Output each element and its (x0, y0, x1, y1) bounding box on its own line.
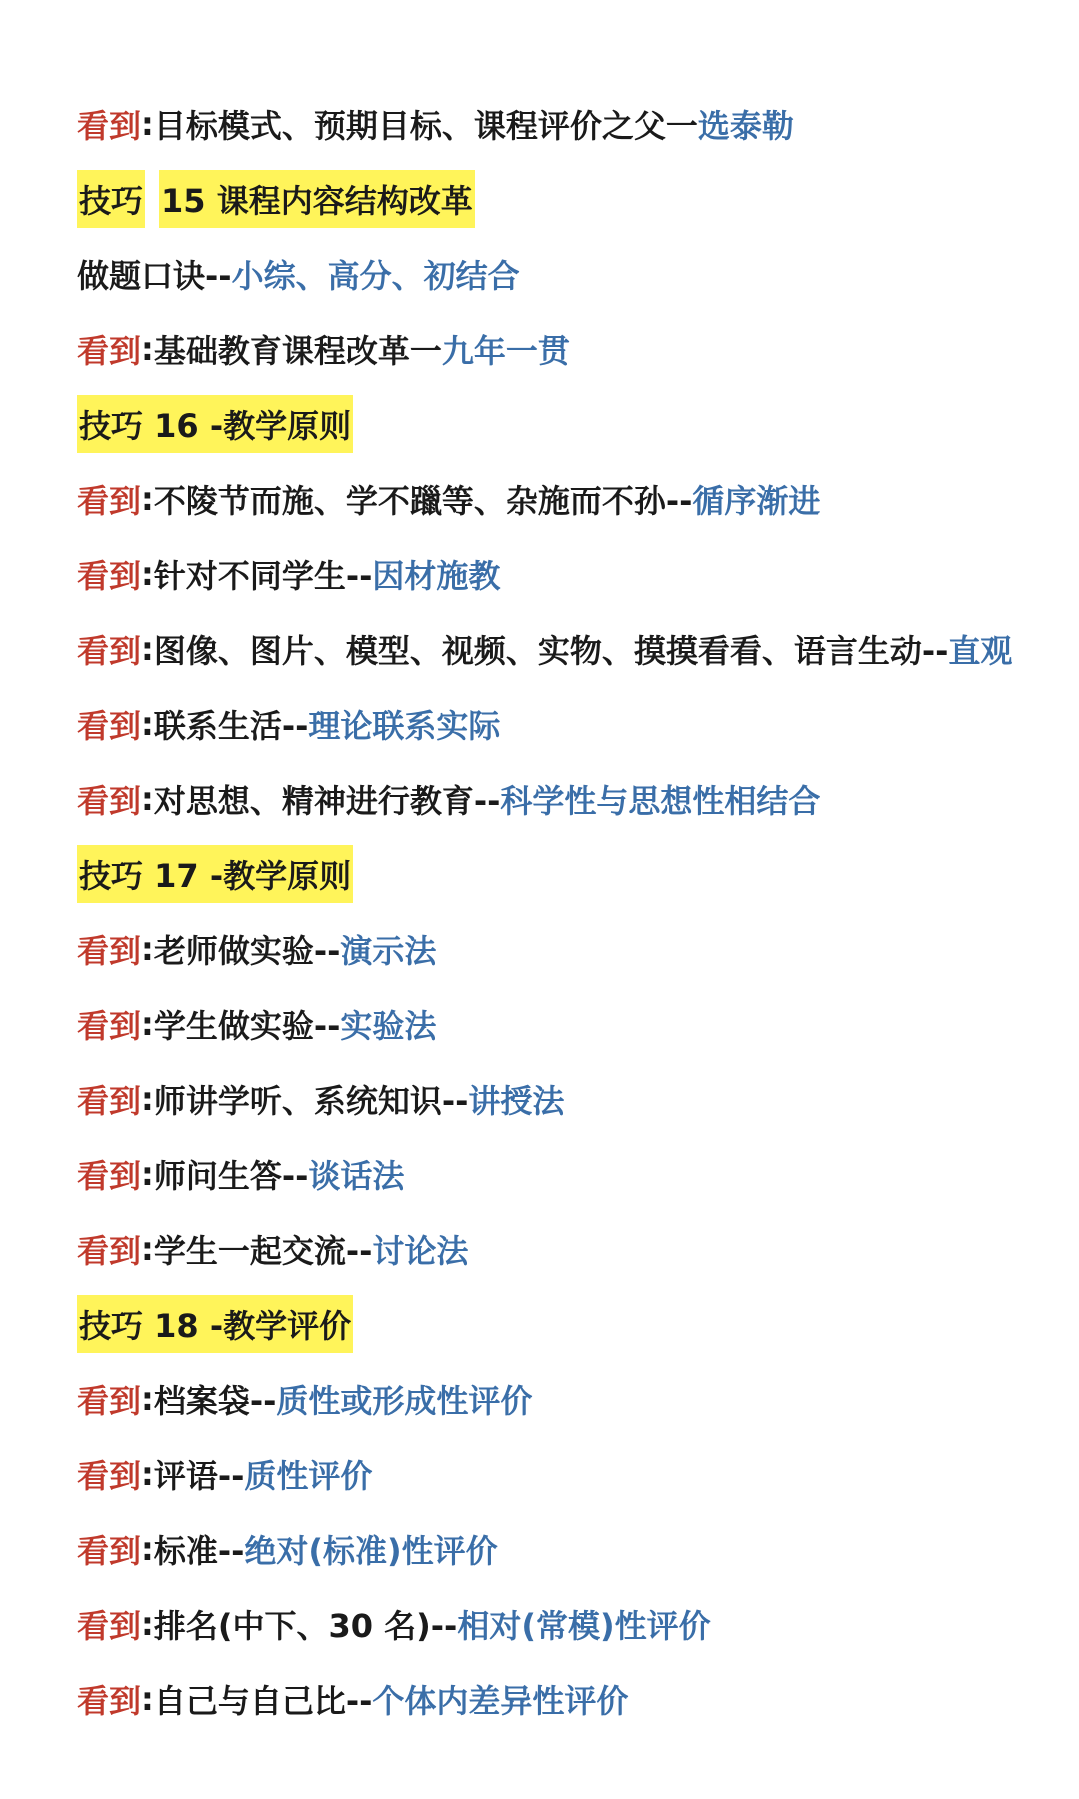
separator: : (141, 1604, 154, 1643)
cue-text: 老师做实验-- (153, 931, 341, 970)
cue-text: 对思想、精神进行教育-- (153, 781, 501, 820)
line-22 (77, 1661, 1057, 1736)
answer-text: 理论联系实际 (308, 706, 501, 745)
heading-text: 技巧 17 -教学原则 (77, 845, 353, 903)
answer-text: 科学性与思想性相结合 (500, 781, 821, 820)
line-4 (77, 311, 1057, 386)
line-11-heading (77, 836, 1057, 911)
heading-part-a: 技巧 (77, 170, 145, 228)
line-6 (77, 461, 1057, 536)
line-15 (77, 1136, 1057, 1211)
line-8 (77, 611, 1057, 686)
line-21 (77, 1586, 1057, 1661)
heading-text: 技巧 18 -教学评价 (77, 1295, 353, 1353)
cue-text: 联系生活-- (153, 706, 309, 745)
keyword-see: 看到 (77, 1006, 142, 1045)
keyword-see: 看到 (77, 1531, 142, 1570)
line-3 (77, 236, 1057, 311)
answer-text: 讲授法 (468, 1081, 565, 1120)
cue-text: 自己与自己比-- (153, 1681, 373, 1720)
keyword-see: 看到 (77, 706, 142, 745)
keyword-see: 看到 (77, 556, 142, 595)
line-7 (77, 536, 1057, 611)
line-20 (77, 1511, 1057, 1586)
separator: : (141, 629, 154, 668)
keyword-see: 看到 (77, 1606, 142, 1645)
cue-text: 档案袋-- (153, 1381, 277, 1420)
answer-text: 讨论法 (372, 1231, 469, 1270)
separator: : (141, 1454, 154, 1493)
line-10 (77, 761, 1057, 836)
separator: : (141, 1079, 154, 1118)
separator: : (141, 104, 154, 143)
answer-text: 小综、高分、初结合 (231, 256, 520, 295)
cue-text: 学生做实验-- (153, 1006, 341, 1045)
answer-text: 个体内差异性评价 (372, 1681, 629, 1720)
cue-text: 做题口诀-- (77, 256, 232, 295)
cue-text: 针对不同学生-- (153, 556, 373, 595)
answer-text: 实验法 (340, 1006, 437, 1045)
document-body (77, 86, 1057, 1736)
line-17-heading (77, 1286, 1057, 1361)
answer-text: 直观 (948, 631, 1013, 670)
keyword-see: 看到 (77, 106, 142, 145)
answer-text: 因材施教 (372, 556, 501, 595)
line-9 (77, 686, 1057, 761)
cue-text: 学生一起交流-- (153, 1231, 373, 1270)
answer-text: 质性评价 (244, 1456, 373, 1495)
separator: : (141, 704, 154, 743)
keyword-see: 看到 (77, 331, 142, 370)
keyword-see: 看到 (77, 1081, 142, 1120)
cue-text: 图像、图片、模型、视频、实物、摸摸看看、语言生动-- (153, 631, 949, 670)
separator: : (141, 1379, 154, 1418)
answer-text: 循序渐进 (692, 481, 821, 520)
answer-text: 谈话法 (308, 1156, 405, 1195)
cue-text: 评语-- (153, 1456, 245, 1495)
answer-text: 九年一贯 (441, 331, 570, 370)
answer-text: 演示法 (340, 931, 437, 970)
keyword-see: 看到 (77, 1681, 142, 1720)
separator: : (141, 779, 154, 818)
line-12 (77, 911, 1057, 986)
keyword-see: 看到 (77, 1381, 142, 1420)
separator: : (141, 1004, 154, 1043)
separator: : (141, 1529, 154, 1568)
separator: : (141, 1679, 154, 1718)
cue-text: 排名(中下、30 名)-- (153, 1606, 458, 1645)
line-13 (77, 986, 1057, 1061)
line-2-heading (77, 161, 1057, 236)
cue-text: 不陵节而施、学不躐等、杂施而不孙-- (153, 481, 693, 520)
cue-text: 基础教育课程改革一 (153, 331, 442, 370)
answer-text: 选泰勒 (697, 106, 794, 145)
line-14 (77, 1061, 1057, 1136)
line-16 (77, 1211, 1057, 1286)
separator: : (141, 1154, 154, 1193)
separator: : (141, 929, 154, 968)
cue-text: 师问生答-- (153, 1156, 309, 1195)
answer-text: 质性或形成性评价 (276, 1381, 533, 1420)
answer-text: 绝对(标准)性评价 (244, 1531, 498, 1570)
keyword-see: 看到 (77, 631, 142, 670)
line-19 (77, 1436, 1057, 1511)
line-18 (77, 1361, 1057, 1436)
line-5-heading (77, 386, 1057, 461)
separator: : (141, 1229, 154, 1268)
separator: : (141, 479, 154, 518)
heading-text: 技巧 16 -教学原则 (77, 395, 353, 453)
answer-text: 相对(常模)性评价 (457, 1606, 711, 1645)
cue-text: 标准-- (153, 1531, 245, 1570)
cue-text: 师讲学听、系统知识-- (153, 1081, 469, 1120)
keyword-see: 看到 (77, 1156, 142, 1195)
separator: : (141, 329, 154, 368)
keyword-see: 看到 (77, 931, 142, 970)
keyword-see: 看到 (77, 1456, 142, 1495)
keyword-see: 看到 (77, 781, 142, 820)
heading-part-b: 15 课程内容结构改革 (159, 170, 475, 228)
keyword-see: 看到 (77, 1231, 142, 1270)
line-1 (77, 86, 1057, 161)
separator: : (141, 554, 154, 593)
cue-text: 目标模式、预期目标、课程评价之父一 (153, 106, 698, 145)
keyword-see: 看到 (77, 481, 142, 520)
